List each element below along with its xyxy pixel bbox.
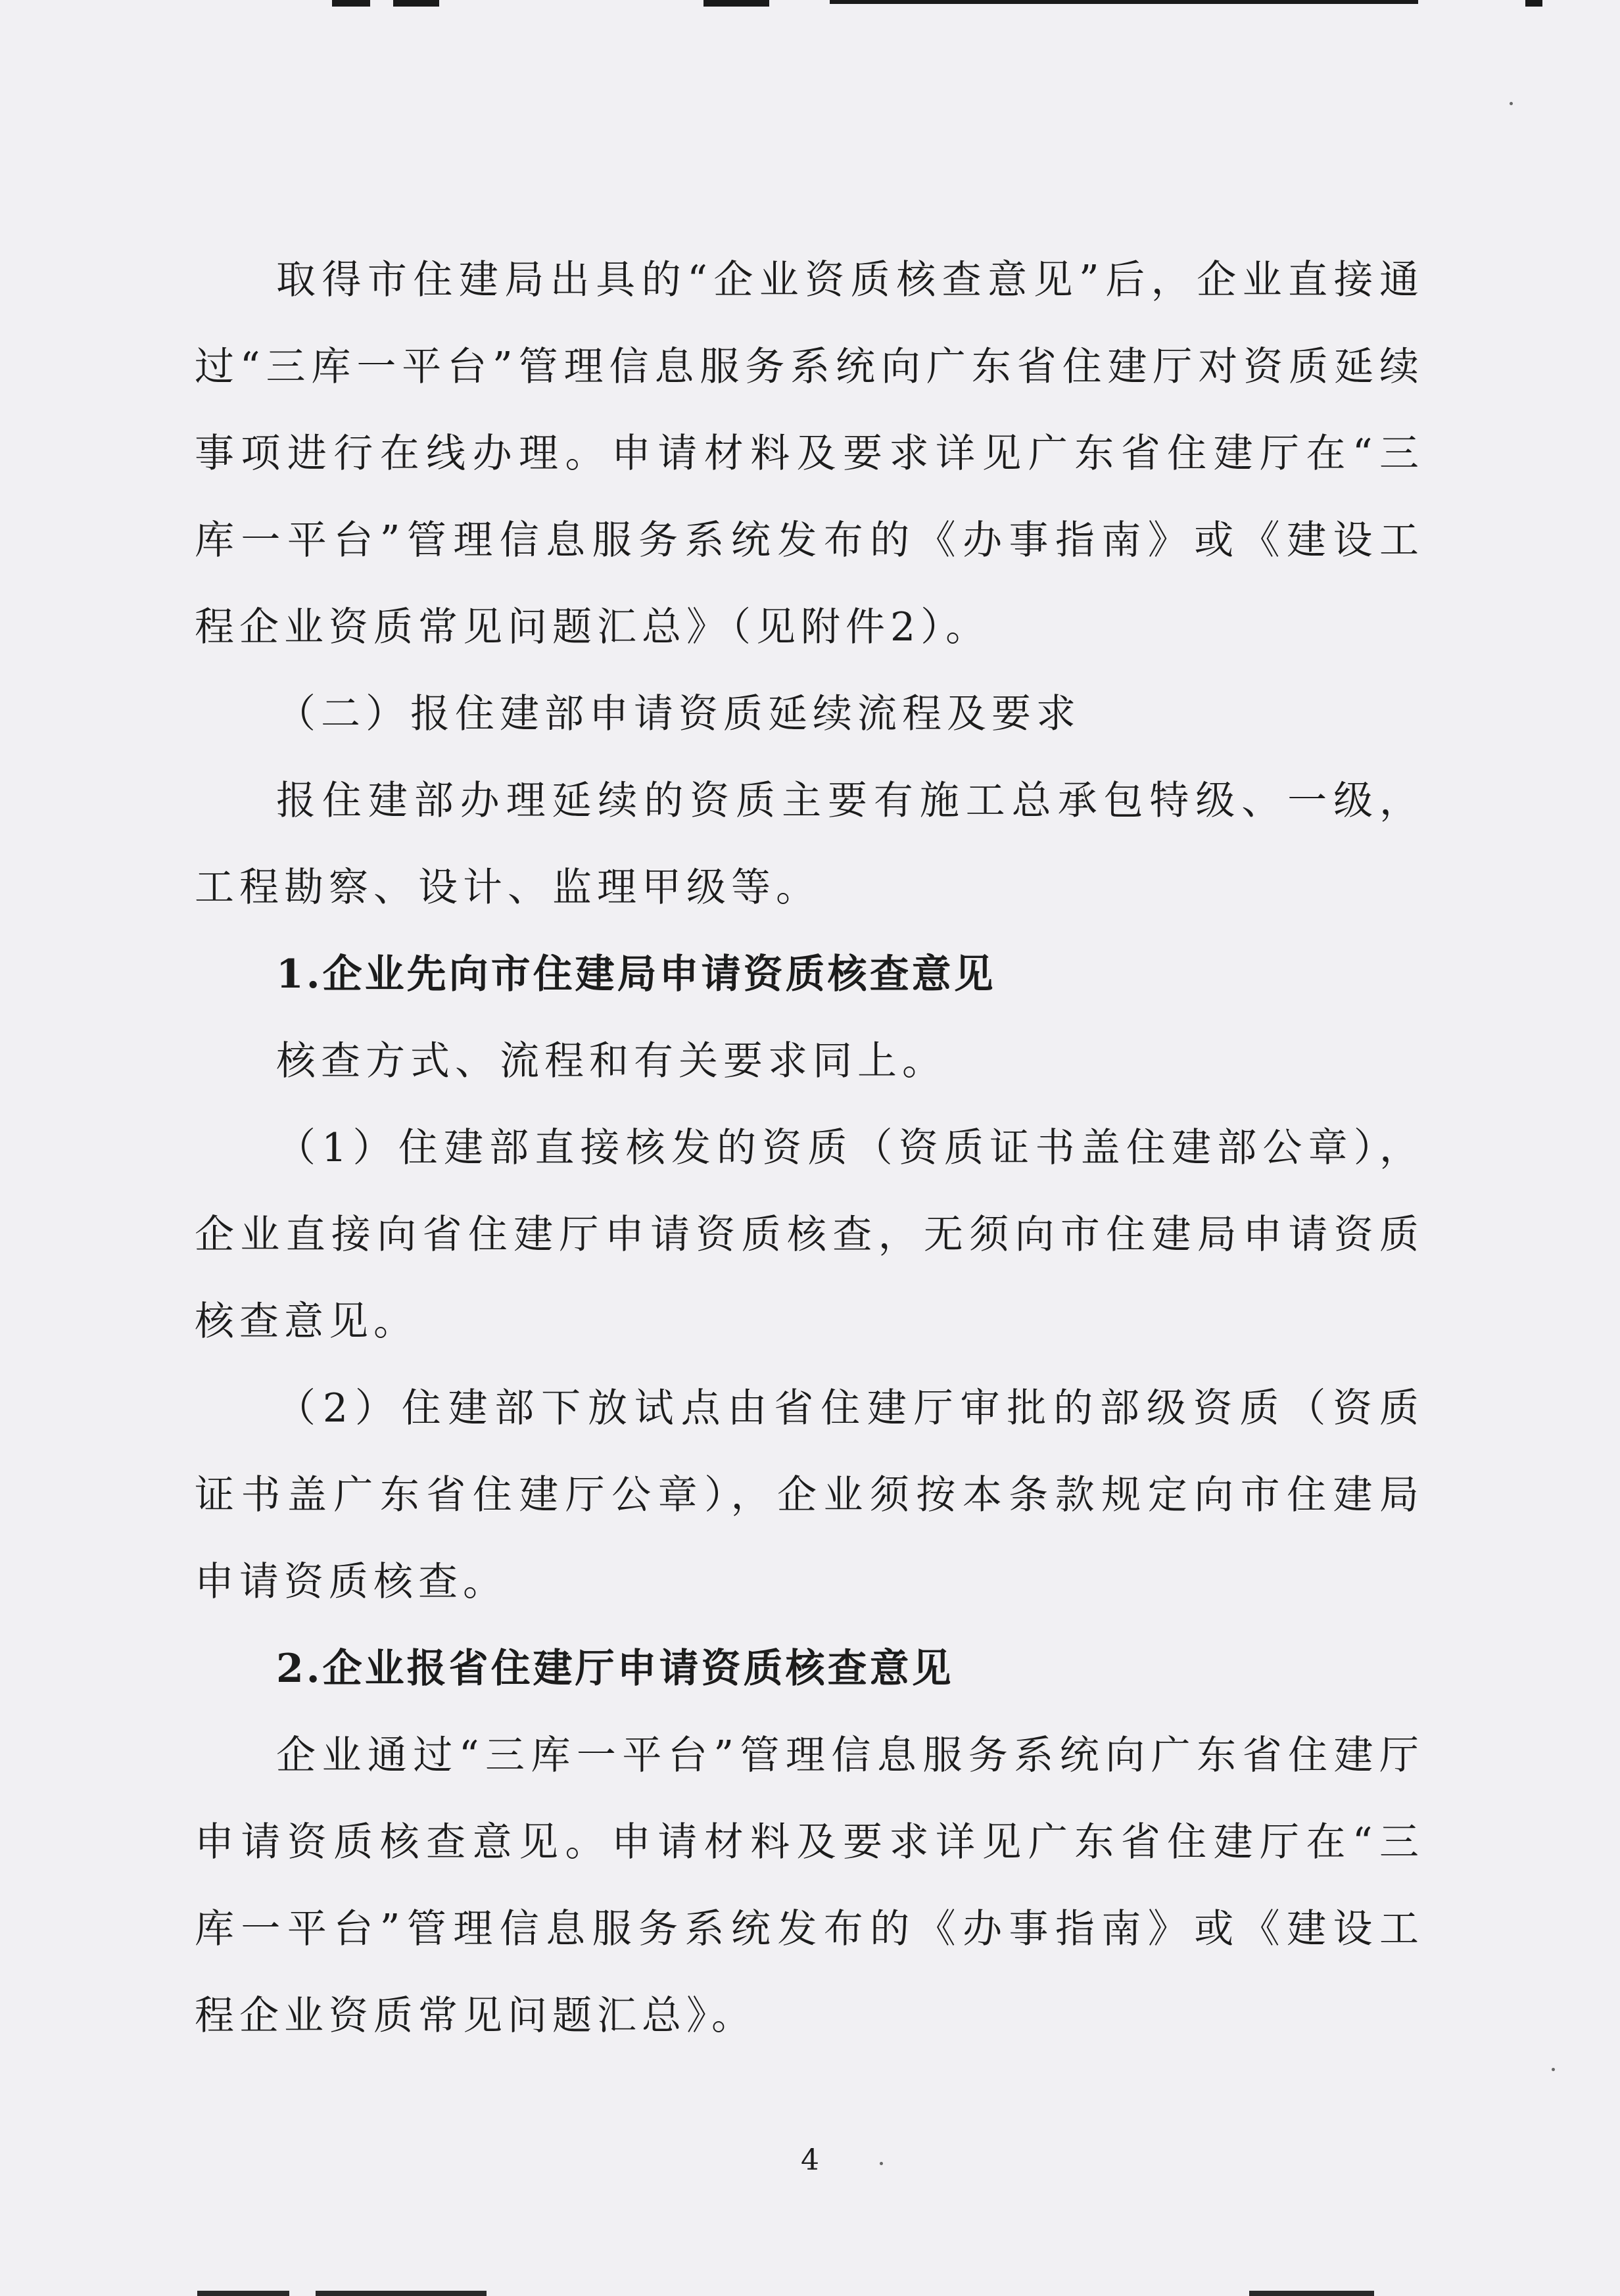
subheading-province-review: 2.企业报省住建厅申请资质核查意见: [276, 1646, 954, 1692]
scan-edge-mark: [1525, 0, 1542, 7]
scan-edge-mark: [1249, 2291, 1374, 2296]
scan-speck: [1510, 102, 1513, 105]
paragraph-item-2: （2）住建部下放试点由省住建厅审批的部级资质（资质证书盖广东省住建厅公章），企业须按本条款规定向市住建局申请资质核查。: [195, 1385, 1424, 1605]
scan-edge-mark: [316, 2291, 487, 2296]
scan-edge-mark: [197, 2291, 289, 2296]
scan-edge-mark: [703, 0, 769, 7]
paragraph-online-application: 企业通过“三库一平台”管理信息服务系统向广东省住建厅申请资质核查意见。申请材料及要求详见广东省住建厅在“三库一平台”管理信息服务系统发布的《办事指南》或《建设工程企业资质常见问题汇总》。: [195, 1733, 1424, 2039]
paragraph-review-method: 核查方式、流程和有关要求同上。: [276, 1038, 947, 1084]
document-body: [195, 237, 1424, 2059]
scan-edge-mark: [830, 0, 1418, 4]
page-number: 4: [801, 2143, 819, 2177]
scan-speck: [1552, 2068, 1555, 2071]
scan-edge-mark: [393, 0, 439, 7]
paragraph-ministry-qualifications: 报住建部办理延续的资质主要有施工总承包特级、一级，工程勘察、设计、监理甲级等。: [195, 778, 1424, 911]
subheading-city-review: 1.企业先向市住建局申请资质核查意见: [276, 951, 996, 997]
paragraph-certificate-continuation: 取得市住建局出具的“企业资质核查意见”后，企业直接通过“三库一平台”管理信息服务系统向广东省住建厅对资质延续事项进行在线办理。申请材料及要求详见广东省住建厅在“三库一平台”管理信息服务系统发布的《办事指南》或《建设工程企业资质常见问题汇总》（见附件2）。: [195, 257, 1424, 650]
scan-edge-mark: [332, 0, 370, 7]
section-heading-ministry-continuation: （二）报住建部申请资质延续流程及要求: [276, 691, 1081, 737]
paragraph-item-1: （1）住建部直接核发的资质（资质证书盖住建部公章），企业直接向省住建厅申请资质核查，无须向市住建局申请资质核查意见。: [195, 1125, 1424, 1345]
